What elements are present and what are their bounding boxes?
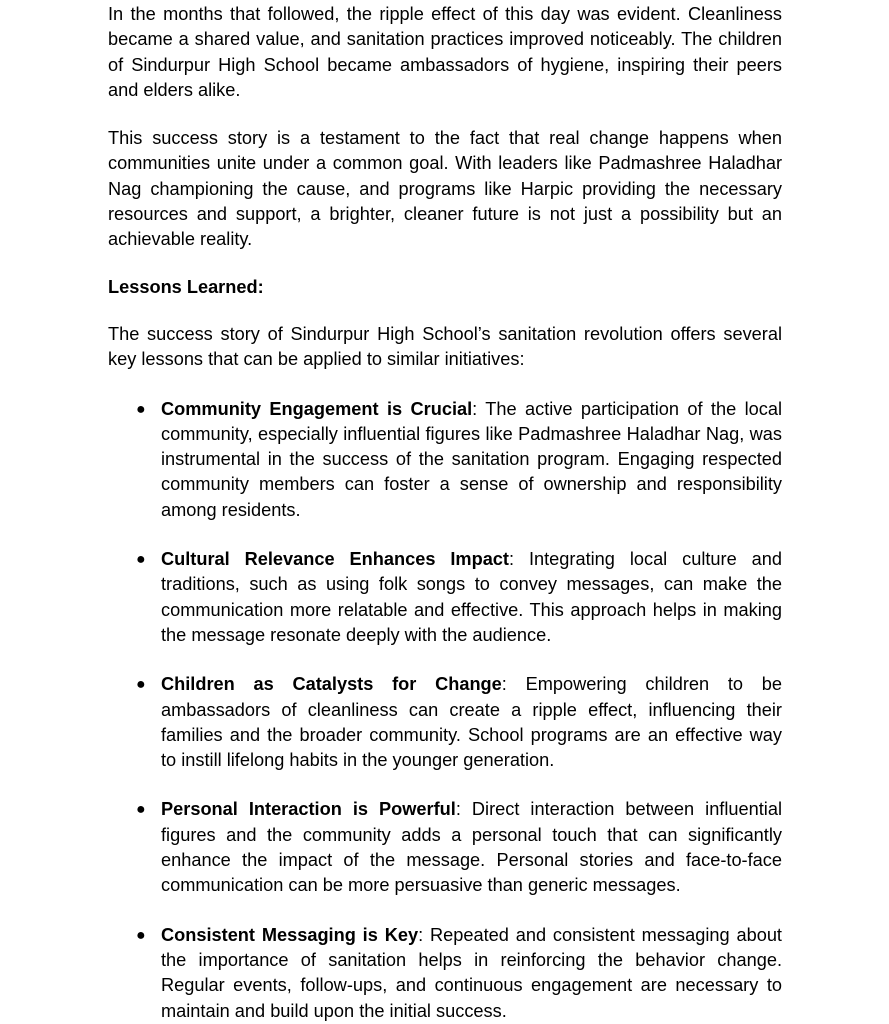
lesson-title: Children as Catalysts for Change [161, 674, 502, 695]
section-heading: Lessons Learned: [108, 276, 264, 297]
bullet-icon: ● [136, 926, 146, 944]
lesson-text: : Direct interaction between influential figures and the community adds a personal touch that can significantly enhance the impact of the message. Personal stories and face-to-face communication can be more persuasive than generic messages. [161, 799, 782, 896]
bullet-icon: ● [136, 551, 146, 569]
lesson-title: Personal Interaction is Powerful [161, 799, 456, 820]
lesson-text: : Integrating local culture and traditions, such as using folk songs to convey messages, can make the communication more relatable and effective. This approach helps in making the message resonate deeply with the audience. [161, 549, 782, 645]
bullet-icon: ● [136, 676, 146, 694]
paragraph-success-story: This success story is a testament to the fact that real change happens when communities unite under a common goal. With leaders like Padmashree Haladhar Nag championing the cause, and programs like Harpic providing the necessary resources and support, a brighter, cleaner future is not just a possibility but an achievable reality. [108, 128, 782, 250]
list-item [108, 547, 782, 648]
list-item [108, 672, 782, 773]
lesson-title: Community Engagement is Crucial [161, 398, 473, 419]
paragraph-intro: The success story of Sindurpur High School’s sanitation revolution offers several key lessons that can be applied to similar initiatives: [108, 323, 782, 370]
paragraph-ripple-effect: In the months that followed, the ripple effect of this day was evident. Cleanliness became a shared value, and sanitation practices improved noticeably. The children of Sindurpur High School became ambassadors of hygiene, inspiring their peers and elders alike. [108, 4, 782, 100]
list-item [108, 797, 782, 898]
document-page [108, 2, 782, 1024]
list-item [108, 397, 782, 523]
lesson-title: Consistent Messaging is Key [161, 924, 419, 945]
lesson-text: : Repeated and consistent messaging about the importance of sanitation helps in reinforcing the behavior change. Regular events, follow-ups, and continuous engagement are necessary to maintain and build upon the initial success. [161, 924, 782, 1021]
lesson-text: : Empowering children to be ambassadors of cleanliness can create a ripple effect, influencing their families and the broader community. School programs are an effective way to instill lifelong habits in the younger generation. [161, 674, 782, 771]
list-item [108, 923, 782, 1024]
bullet-icon: ● [136, 400, 146, 418]
lesson-text: : The active participation of the local community, especially influential figures like Padmashree Haladhar Nag, was instrumental in the success of the sanitation program. Engaging respected community members can foster a sense of ownership and responsibility among residents. [161, 398, 782, 520]
lessons-list [108, 397, 782, 1024]
lesson-title: Cultural Relevance Enhances Impact [161, 549, 509, 570]
bullet-icon: ● [136, 801, 146, 819]
